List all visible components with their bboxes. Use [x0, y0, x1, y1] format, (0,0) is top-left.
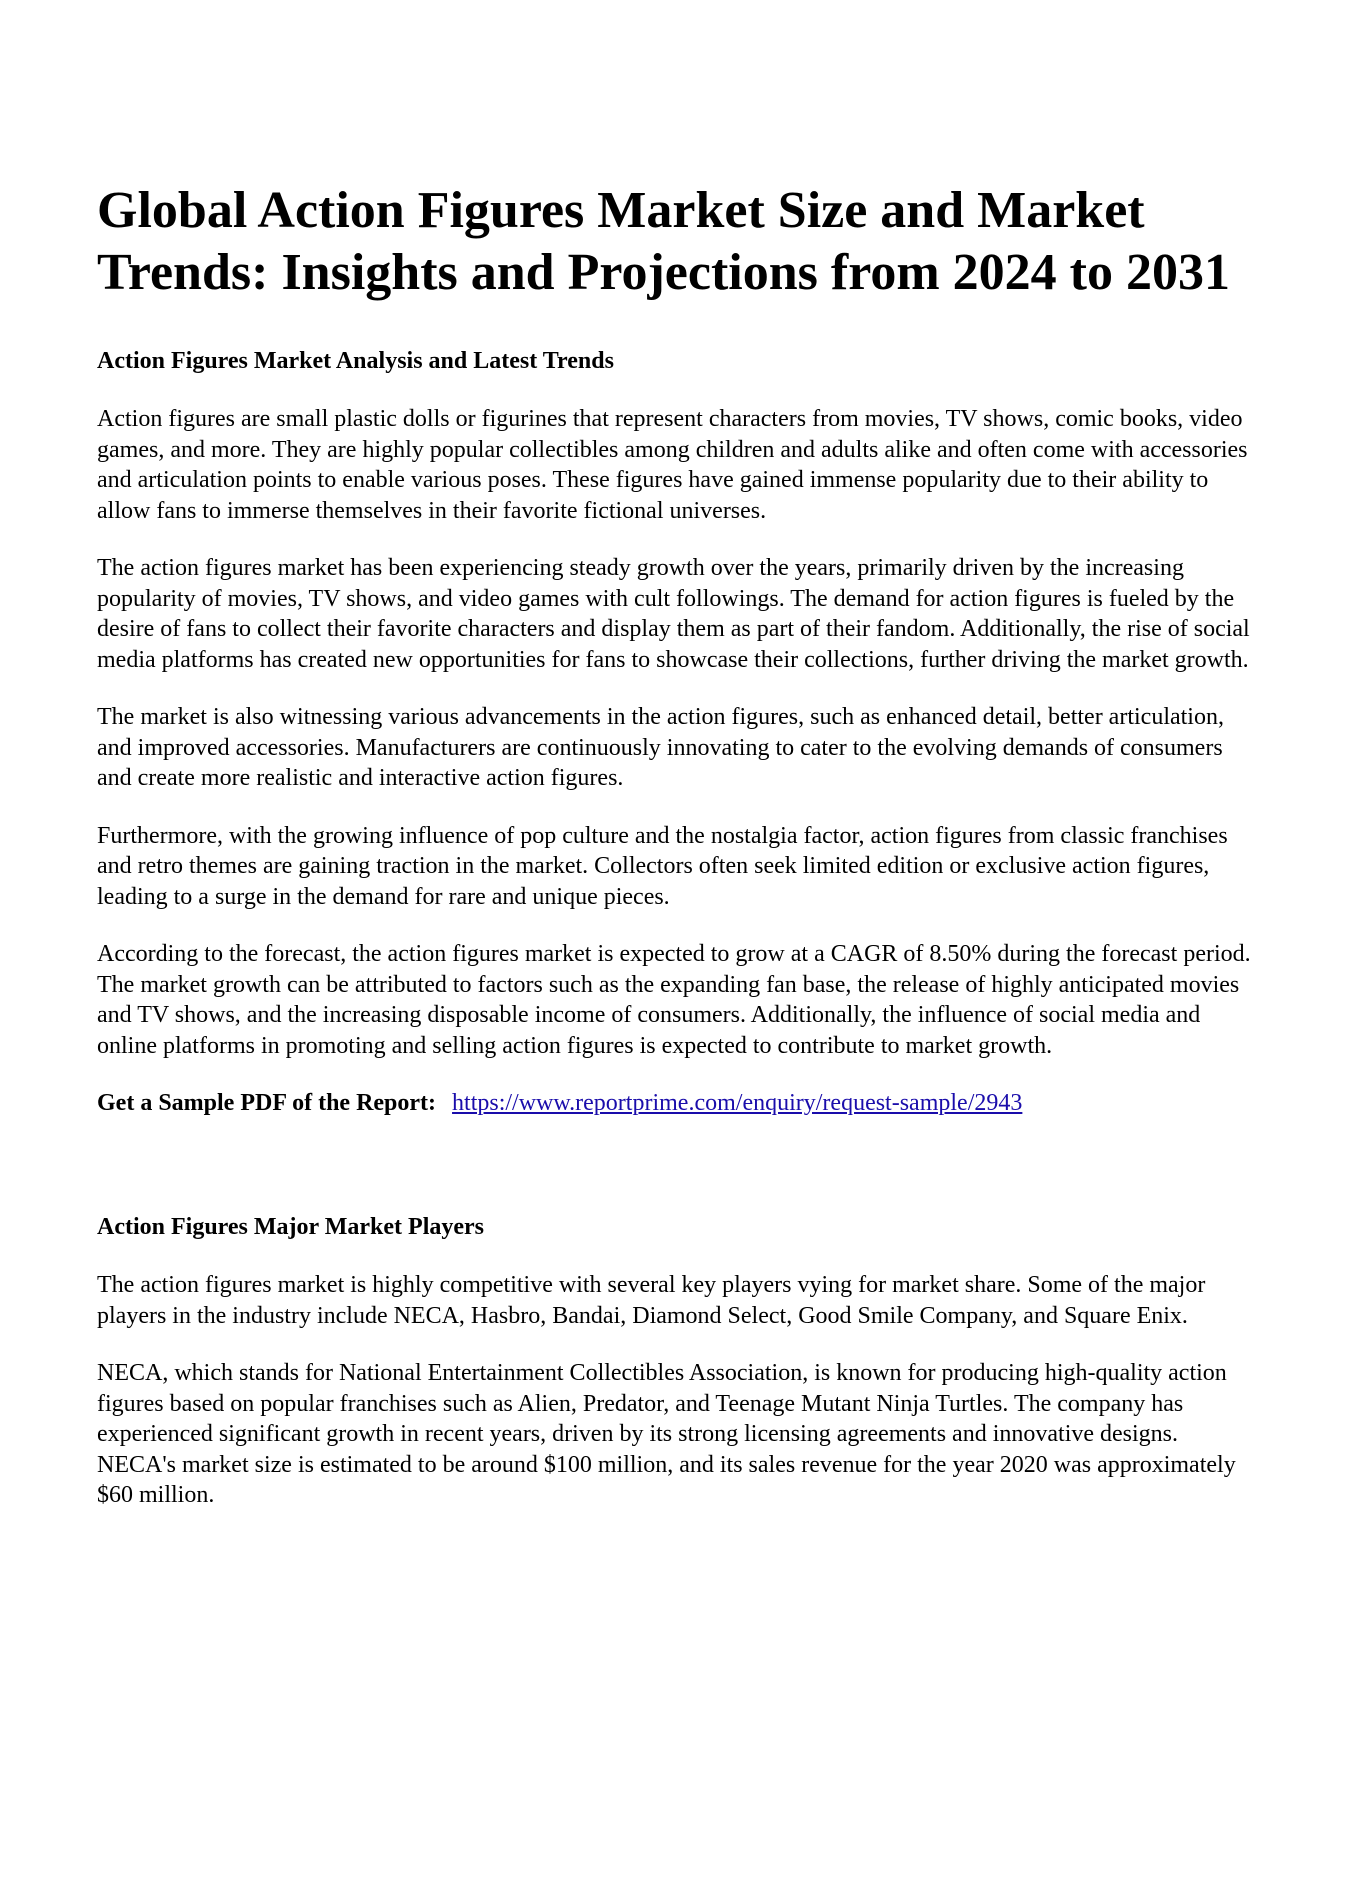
paragraph: The action figures market is highly competitive with several key players vying for market share. Some of the major players in the industry include NECA, Hasbro, Bandai, Diamond Select, Good Smile Company, and Square Enix. [97, 1272, 1206, 1329]
sample-pdf-label: Get a Sample PDF of the Report: [97, 1090, 437, 1116]
market-analysis-section [97, 346, 1259, 1061]
paragraph: Furthermore, with the growing influence of pop culture and the nostalgia factor, action figures from classic franchises and retro themes are gaining traction in the market. Collectors often seek limited edition or exclusive action figures, leading to a surge in the demand for rare and unique pieces. [97, 822, 1228, 910]
sample-pdf-link[interactable]: https://www.reportprime.com/enquiry/request-sample/2943 [452, 1090, 1023, 1116]
paragraph: According to the forecast, the action figures market is expected to grow at a CAGR of 8.50% during the forecast period. The market growth can be attributed to factors such as the expanding fan base, the release of highly anticipated movies and TV shows, and the increasing disposable income of consumers. Additionally, the influence of social media and online platforms in promoting and selling action figures is expected to contribute to market growth. [97, 941, 1251, 1059]
major-players-heading: Action Figures Major Market Players [97, 1214, 485, 1240]
paragraph: The market is also witnessing various advancements in the action figures, such as enhanced detail, better articulation, and improved accessories. Manufacturers are continuously innovating to cater to the evolving demands of consumers and create more realistic and interactive action figures. [97, 704, 1224, 791]
market-analysis-heading: Action Figures Market Analysis and Latest Trends [97, 348, 614, 374]
paragraph: Action figures are small plastic dolls or figurines that represent characters from movies, TV shows, comic books, video games, and more. They are highly popular collectibles among children and adults alike and often come with accessories and articulation points to enable various poses. These figures have gained immense popularity due to their ability to allow fans to immerse themselves in their favorite fictional universes. [97, 406, 1248, 524]
paragraph: The action figures market has been experiencing steady growth over the years, primarily driven by the increasing popularity of movies, TV shows, and video games with cult followings. The demand for action figures is fueled by the desire of fans to collect their favorite characters and display them as part of their fandom. Additionally, the rise of social media platforms has created new opportunities for fans to showcase their collections, further driving the market growth. [97, 555, 1250, 673]
sample-pdf-line [97, 1088, 1259, 1118]
document-title: Global Action Figures Market Size and Market Trends: Insights and Projections from 2024 to 2031 [97, 182, 1230, 301]
paragraph: NECA, which stands for National Entertainment Collectibles Association, is known for producing high-quality action figures based on popular franchises such as Alien, Predator, and Teenage Mutant Ninja Turtles. The company has experienced significant growth in recent years, driven by its strong licensing agreements and innovative designs. NECA's market size is estimated to be around $100 million, and its sales revenue for the year 2020 was approximately $60 million. [97, 1360, 1236, 1508]
major-players-section [97, 1212, 1259, 1511]
document-page [97, 180, 1259, 1538]
